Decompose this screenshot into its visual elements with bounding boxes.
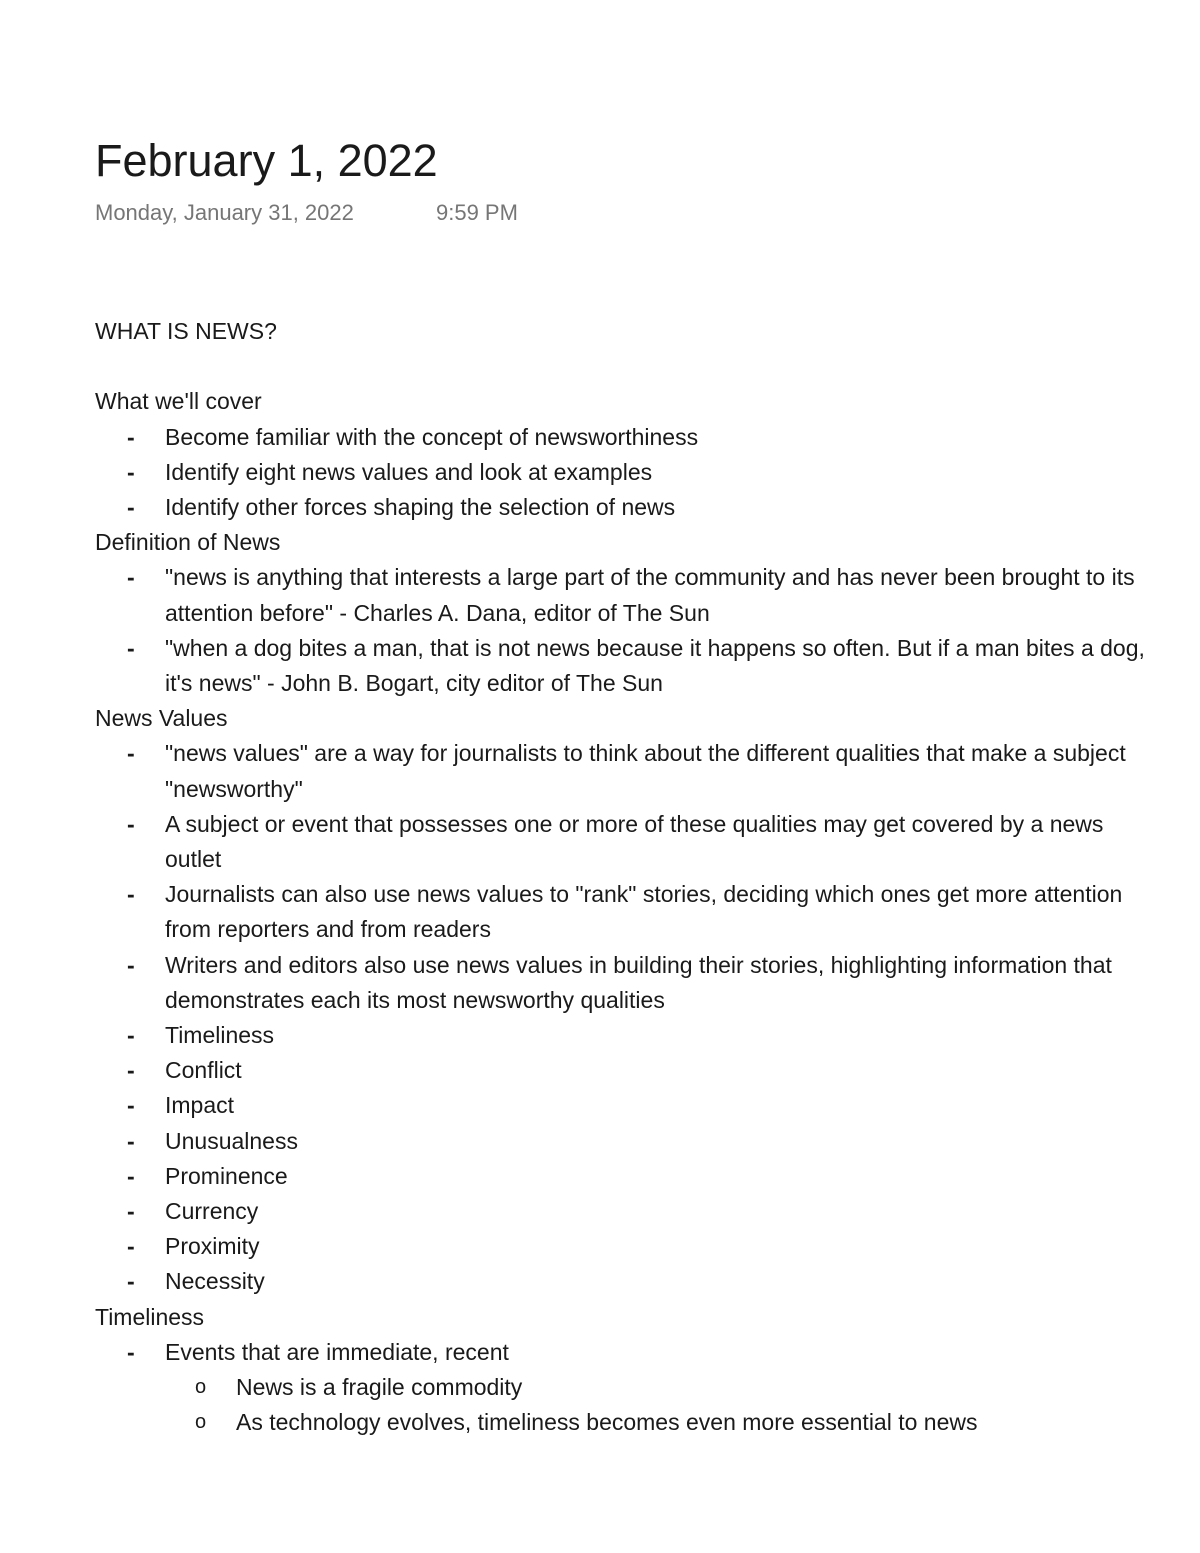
list-item-text: Impact [165, 1092, 235, 1119]
list-item [95, 1229, 1155, 1264]
circle-bullet: o [195, 1376, 207, 1399]
list-item-text: Events that are immediate, recent [165, 1338, 509, 1365]
list-item-text: Prominence [165, 1162, 288, 1189]
dash-bullet: - [127, 564, 135, 591]
list-item-text: Identify eight news values and look at examples [165, 458, 653, 485]
section-list-definition-of-news [95, 560, 1155, 701]
dash-bullet: - [127, 740, 135, 767]
dash-bullet: - [127, 1127, 135, 1154]
list-item [95, 560, 1155, 630]
list-item [95, 1159, 1155, 1194]
list-item-text: "news is anything that interests a large part of the community and has never been brought to its attention before" - Charles A. Dana, editor of The Sun [165, 564, 1135, 626]
list-item-text: "when a dog bites a man, that is not news because it happens so often. But if a man bites a dog, it's news" - John B. Bogart, city editor of The Sun [165, 634, 1145, 696]
list-item [95, 420, 1155, 455]
list-item-text: Necessity [165, 1268, 265, 1295]
sublist-item-text: News is a fragile commodity [236, 1374, 523, 1401]
dash-bullet: - [127, 1198, 135, 1225]
dash-bullet: - [127, 634, 135, 661]
dash-bullet: - [127, 881, 135, 908]
list-item-text: Identify other forces shaping the selection of news [165, 493, 676, 520]
list-item [95, 1088, 1155, 1123]
dash-bullet: - [127, 810, 135, 837]
list-item-text: Conflict [165, 1057, 242, 1084]
list-item [95, 1053, 1155, 1088]
list-item [95, 807, 1155, 877]
dash-bullet: - [127, 458, 135, 485]
list-item-text: Currency [165, 1198, 259, 1225]
list-item-text: Become familiar with the concept of newsworthiness [165, 423, 699, 450]
list-item [95, 1335, 1155, 1370]
dash-bullet: - [127, 951, 135, 978]
sublist-timeliness [95, 1370, 1155, 1440]
page-time: 9:59 PM [436, 200, 518, 225]
list-item [95, 1264, 1155, 1299]
page-title: February 1, 2022 [95, 135, 438, 186]
note-body [95, 314, 1155, 1440]
list-item [95, 948, 1155, 1018]
list-item-text: Journalists can also use news values to "rank" stories, deciding which ones get more attention from reporters and from readers [165, 881, 1123, 943]
list-item-text: Unusualness [165, 1127, 298, 1154]
blank-line [95, 349, 1155, 384]
section-list-what-we-will-cover [95, 420, 1155, 526]
section-heading-what-we-will-cover: What we'll cover [95, 388, 262, 415]
dash-bullet: - [127, 1338, 135, 1365]
list-item [95, 877, 1155, 947]
list-item [95, 1194, 1155, 1229]
list-item-text: "news values" are a way for journalists to think about the different qualities that make a subject "newsworthy" [165, 740, 1126, 802]
list-item-text: Timeliness [165, 1022, 275, 1049]
list-item [95, 631, 1155, 701]
dash-bullet: - [127, 1233, 135, 1260]
dash-bullet: - [127, 423, 135, 450]
list-item-text: Writers and editors also use news values in building their stories, highlighting information that demonstrates each its most newsworthy qualities [165, 951, 1112, 1013]
sublist-item [95, 1370, 1155, 1405]
section-heading-definition-of-news: Definition of News [95, 529, 281, 556]
list-item [95, 1124, 1155, 1159]
list-item [95, 490, 1155, 525]
list-item-text: Proximity [165, 1233, 260, 1260]
section-heading-news-values: News Values [95, 705, 228, 732]
dash-bullet: - [127, 1092, 135, 1119]
main-heading: WHAT IS NEWS? [95, 318, 277, 344]
dash-bullet: - [127, 1268, 135, 1295]
dash-bullet: - [127, 1162, 135, 1189]
dash-bullet: - [127, 1022, 135, 1049]
list-item [95, 1018, 1155, 1053]
section-list-news-values [95, 736, 1155, 1299]
dash-bullet: - [127, 1057, 135, 1084]
list-item [95, 455, 1155, 490]
page-timestamp [95, 198, 518, 228]
section-list-timeliness [95, 1335, 1155, 1370]
section-heading-timeliness: Timeliness [95, 1303, 205, 1330]
list-item-text: A subject or event that possesses one or more of these qualities may get covered by a news outlet [165, 810, 1104, 873]
sublist-item-text: As technology evolves, timeliness becomes even more essential to news [236, 1409, 978, 1436]
sublist-item [95, 1405, 1155, 1440]
page-date: Monday, January 31, 2022 [95, 200, 354, 225]
circle-bullet: o [195, 1411, 207, 1434]
dash-bullet: - [127, 493, 135, 520]
list-item [95, 736, 1155, 806]
